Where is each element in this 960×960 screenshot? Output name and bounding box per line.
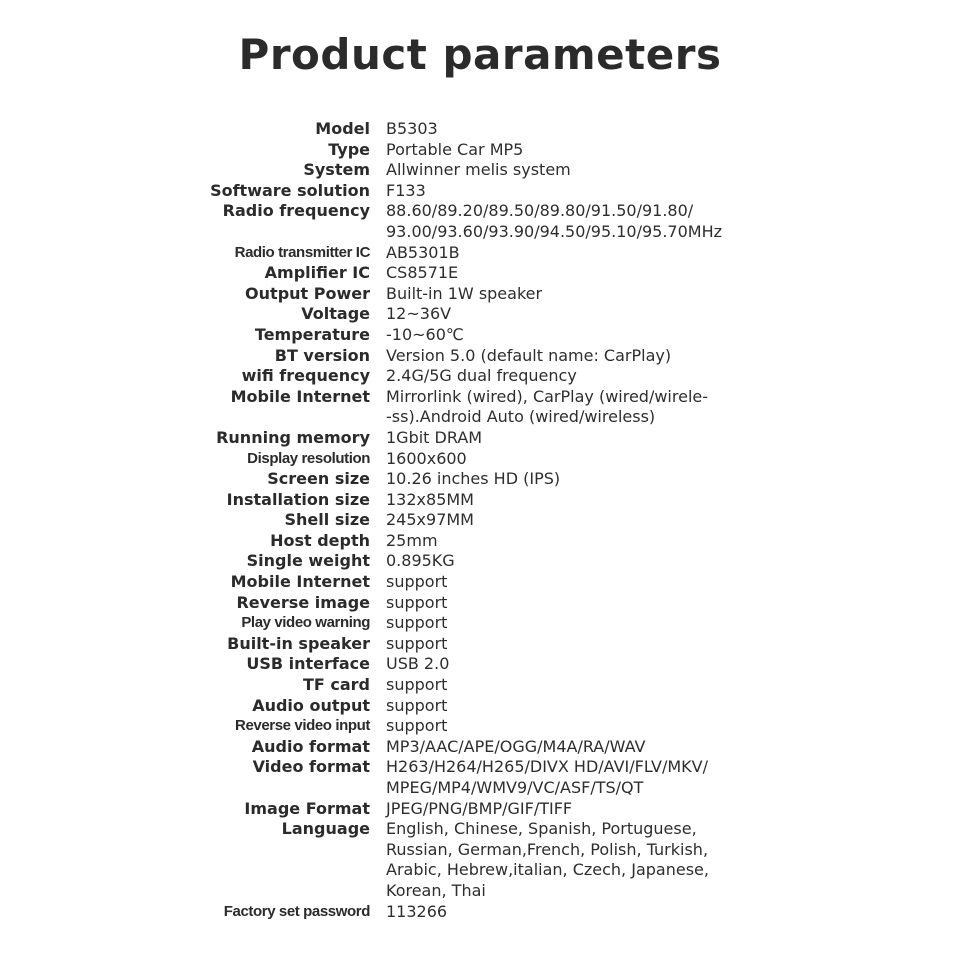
parameter-value <box>386 366 946 387</box>
parameter-label: Video format <box>252 757 370 777</box>
parameter-label: Image Format <box>244 798 370 818</box>
parameter-value-line: 88.60/89.20/89.50/89.80/91.50/91.80/ <box>386 201 694 221</box>
parameter-row <box>0 469 960 490</box>
parameter-label: Software solution <box>210 180 370 200</box>
parameter-value <box>386 799 946 820</box>
parameter-label: Radio frequency <box>222 201 370 221</box>
parameter-value-line: 25mm <box>386 530 438 550</box>
parameter-row <box>0 490 960 511</box>
parameter-row <box>0 757 960 798</box>
parameter-label: Shell size <box>284 510 370 530</box>
parameter-value-line: support <box>386 675 448 695</box>
parameter-value-line: 10.26 inches HD (IPS) <box>386 469 561 489</box>
parameter-label: Screen size <box>267 469 370 489</box>
parameter-label: Running memory <box>216 427 370 447</box>
parameter-value-line: 245x97MM <box>386 510 474 530</box>
page-title: Product parameters <box>238 30 722 79</box>
parameter-value-line: support <box>386 572 448 592</box>
parameter-value-line: 132x85MM <box>386 489 474 509</box>
parameter-row <box>0 634 960 655</box>
parameter-row <box>0 119 960 140</box>
parameter-row <box>0 799 960 820</box>
parameter-value <box>386 696 946 717</box>
parameter-value-line: JPEG/PNG/BMP/GIF/TIFF <box>386 798 573 818</box>
parameter-value-line: H263/H264/H265/DIVX HD/AVI/FLV/MKV/ <box>386 757 708 777</box>
parameter-label: Mobile Internet <box>230 386 370 406</box>
parameter-row <box>0 243 960 264</box>
parameter-label: USB interface <box>246 654 370 674</box>
parameter-value <box>386 346 946 367</box>
parameter-value <box>386 243 946 264</box>
parameter-row <box>0 449 960 470</box>
parameter-row <box>0 160 960 181</box>
parameter-label: Radio transmitter IC <box>234 243 370 261</box>
parameter-value <box>386 551 946 572</box>
parameter-value <box>386 469 946 490</box>
parameter-value-line: MPEG/MP4/WMV9/VC/ASF/TS/QT <box>386 778 644 797</box>
parameter-row <box>0 325 960 346</box>
parameter-value <box>386 613 946 634</box>
parameter-label: Voltage <box>301 304 370 324</box>
parameter-value-line: Allwinner melis system <box>386 160 571 180</box>
parameter-row <box>0 428 960 449</box>
parameter-value-line: 2.4G/5G dual frequency <box>386 366 577 386</box>
parameter-label: Model <box>315 119 370 138</box>
parameter-value-line: support <box>386 613 448 633</box>
parameter-label: Reverse video input <box>235 717 370 735</box>
parameter-row <box>0 304 960 325</box>
parameter-row <box>0 181 960 202</box>
parameter-value <box>386 757 946 798</box>
parameter-value-line: support <box>386 633 448 653</box>
parameter-label: Type <box>328 139 370 159</box>
parameter-row <box>0 737 960 758</box>
parameter-value-line: -ss).Android Auto (wired/wireless) <box>386 407 656 427</box>
parameter-row <box>0 613 960 634</box>
parameter-value <box>386 449 946 470</box>
parameter-row <box>0 675 960 696</box>
parameter-value <box>386 263 946 284</box>
parameter-label: Single weight <box>246 551 370 571</box>
parameter-value <box>386 325 946 346</box>
parameter-value <box>386 119 946 140</box>
parameter-row <box>0 696 960 717</box>
parameter-value-line: MP3/AAC/APE/OGG/M4A/RA/WAV <box>386 736 646 756</box>
parameter-value-line: AB5301B <box>386 242 460 262</box>
parameter-value <box>386 716 946 737</box>
parameter-value-line: 93.00/93.60/93.90/94.50/95.10/95.70MHz <box>386 221 723 241</box>
parameter-row <box>0 201 960 242</box>
parameter-row <box>0 654 960 675</box>
parameter-label: wifi frequency <box>241 366 370 386</box>
parameter-value <box>386 737 946 758</box>
parameter-label: Amplifier IC <box>264 263 370 283</box>
parameter-row <box>0 346 960 367</box>
parameter-value <box>386 902 946 923</box>
parameter-value-line: support <box>386 716 448 736</box>
parameter-value-line: Built-in 1W speaker <box>386 283 543 303</box>
parameter-label: Host depth <box>270 530 370 550</box>
parameter-label: BT version <box>274 345 370 365</box>
parameter-label: Output Power <box>245 283 370 303</box>
parameter-value-line: 113266 <box>386 901 448 921</box>
parameter-value <box>386 572 946 593</box>
parameter-row <box>0 902 960 923</box>
parameter-value-line: USB 2.0 <box>386 654 450 674</box>
parameter-value <box>386 819 946 901</box>
parameter-value-line: CS8571E <box>386 263 459 283</box>
parameter-value-line: 1600x600 <box>386 448 467 468</box>
parameter-value <box>386 634 946 655</box>
parameter-label: Reverse image <box>236 592 370 612</box>
parameter-row <box>0 140 960 161</box>
parameter-row <box>0 366 960 387</box>
parameters-list <box>0 119 960 922</box>
parameter-value-line: F133 <box>386 180 426 200</box>
parameter-value-line: Korean, Thai <box>386 880 486 900</box>
parameter-label: Installation size <box>226 489 370 509</box>
parameter-value <box>386 490 946 511</box>
parameter-label: Audio format <box>251 736 370 756</box>
parameter-value-line: support <box>386 695 448 715</box>
parameter-value <box>386 428 946 449</box>
parameter-label: TF card <box>302 675 370 695</box>
parameter-value-line: 1Gbit DRAM <box>386 427 483 447</box>
parameter-row <box>0 551 960 572</box>
parameter-row <box>0 284 960 305</box>
parameter-row <box>0 263 960 284</box>
parameter-label: Factory set password <box>223 902 370 920</box>
parameter-value <box>386 675 946 696</box>
parameter-value-line: Version 5.0 (default name: CarPlay) <box>386 345 672 365</box>
parameter-value <box>386 201 946 242</box>
parameter-value-line: B5303 <box>386 119 438 138</box>
parameter-row <box>0 387 960 428</box>
parameter-label: Display resolution <box>247 449 370 467</box>
parameter-value-line: Portable Car MP5 <box>386 139 524 159</box>
parameter-label: System <box>303 160 370 180</box>
parameter-value <box>386 140 946 161</box>
parameter-value-line: Mirrorlink (wired), CarPlay (wired/wirele- <box>386 386 708 406</box>
parameter-value-line: 12~36V <box>386 304 452 324</box>
parameter-value-line: -10~60℃ <box>386 324 464 344</box>
parameter-value <box>386 593 946 614</box>
parameter-row <box>0 572 960 593</box>
parameter-value <box>386 387 946 428</box>
parameter-value <box>386 531 946 552</box>
parameter-value <box>386 654 946 675</box>
parameter-value <box>386 284 946 305</box>
parameter-row <box>0 531 960 552</box>
parameter-value-line: support <box>386 592 448 612</box>
parameter-value <box>386 181 946 202</box>
parameter-label: Mobile Internet <box>230 572 370 592</box>
parameter-value-line: English, Chinese, Spanish, Portuguese, <box>386 819 697 839</box>
parameter-label: Play video warning <box>241 614 370 632</box>
parameter-value-line: Russian, German,French, Polish, Turkish, <box>386 839 709 859</box>
parameter-value-line: 0.895KG <box>386 551 455 571</box>
parameter-value <box>386 304 946 325</box>
parameter-value <box>386 160 946 181</box>
parameter-label: Built-in speaker <box>227 633 370 653</box>
parameter-value <box>386 510 946 531</box>
parameter-label: Audio output <box>252 695 370 715</box>
parameter-label: Language <box>281 819 370 839</box>
parameter-row <box>0 819 960 901</box>
parameter-row <box>0 593 960 614</box>
parameter-row <box>0 716 960 737</box>
parameter-row <box>0 510 960 531</box>
parameter-value-line: Arabic, Hebrew,italian, Czech, Japanese, <box>386 860 709 880</box>
parameter-label: Temperature <box>254 324 370 344</box>
